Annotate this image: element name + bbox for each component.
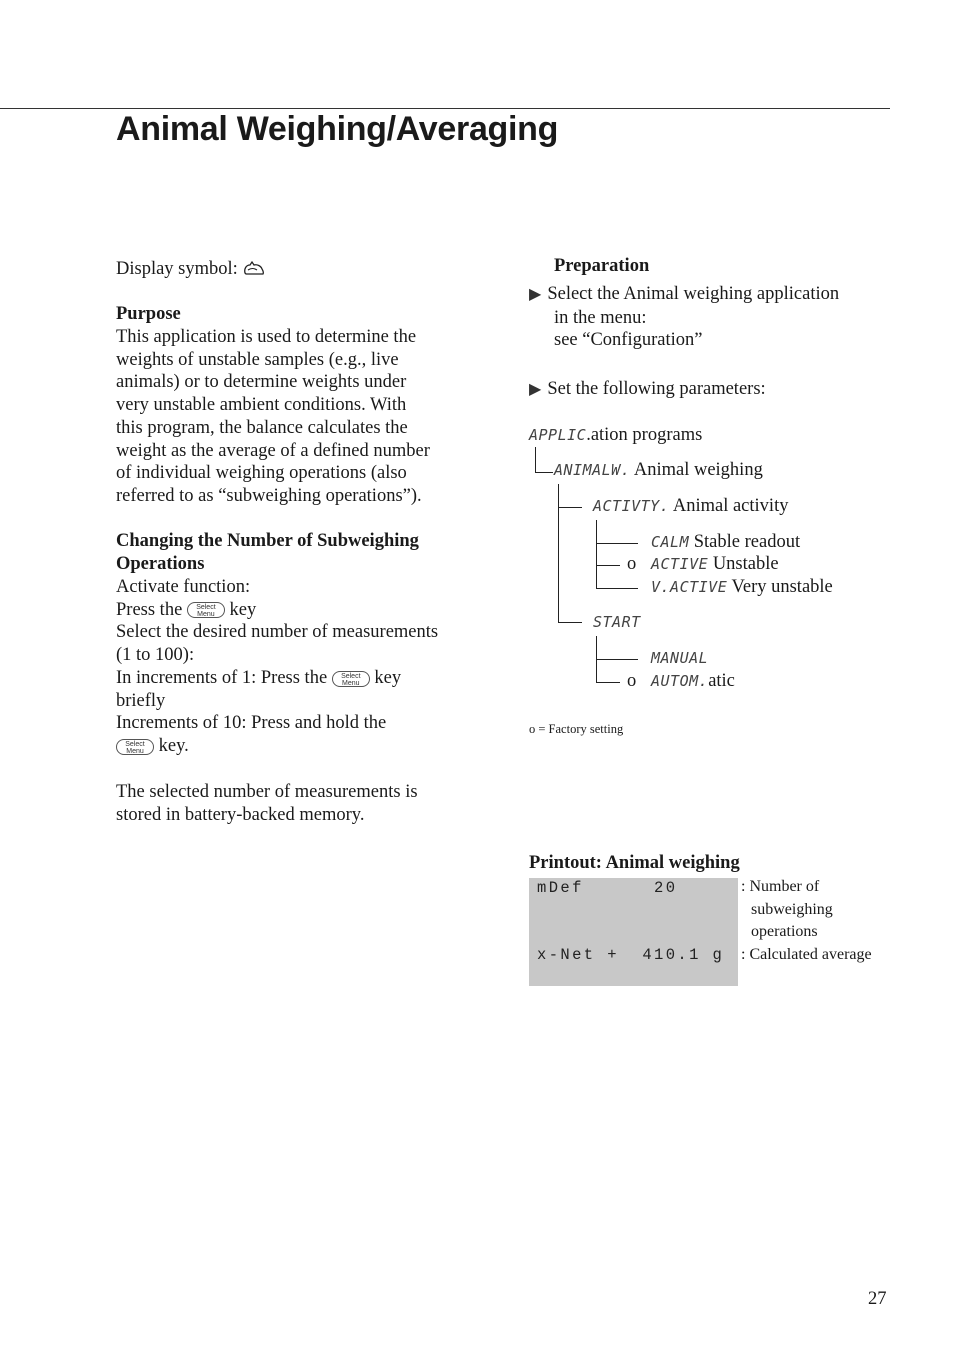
lcd-applic: APPLIC — [529, 426, 587, 444]
tree-connector — [596, 659, 638, 660]
purpose-line: animals) or to determine weights under — [116, 372, 407, 393]
lcd-active: ACTIVE — [651, 555, 709, 573]
purpose-line: referred to as “subweighing operations”). — [116, 485, 422, 506]
tree-active — [651, 553, 779, 576]
lcd-autom: AUTOM. — [651, 672, 709, 690]
tree-text: Animal activity — [672, 496, 789, 516]
tree-text: Unstable — [712, 554, 779, 574]
changing-heading-line: Operations — [116, 553, 205, 574]
factory-mark: o — [627, 671, 637, 691]
purpose-line: very unstable ambient conditions. With — [116, 395, 407, 416]
tree-connector — [535, 447, 536, 473]
arrow-right-icon: ▶ — [529, 381, 542, 398]
select-menu-key-icon: Select Menu — [116, 739, 154, 755]
key-text: key — [229, 599, 257, 620]
page-number: 27 — [868, 1289, 887, 1309]
key-line — [116, 735, 496, 758]
step-text: in the menu: — [554, 307, 647, 328]
key-text: key — [374, 667, 402, 688]
header-rule — [0, 108, 890, 109]
tree-autom — [651, 670, 735, 693]
tree-start — [593, 611, 641, 634]
purpose-line: weights of unstable samples (e.g., live — [116, 349, 399, 370]
arrow-right-icon: ▶ — [529, 286, 542, 303]
note-line: operations — [751, 923, 818, 941]
tree-connector — [558, 622, 582, 623]
select-desired-text: Select the desired number of measurements — [116, 622, 439, 643]
purpose-line: this program, the balance calculates the — [116, 417, 408, 438]
animal-icon — [242, 259, 266, 279]
increments10-text: Increments of 10: Press and hold the — [116, 713, 387, 734]
tree-connector — [596, 543, 638, 544]
briefly-text: briefly — [116, 690, 166, 711]
stored-line: The selected number of measurements is — [116, 782, 418, 802]
factory-note: o = Factory setting — [529, 722, 624, 736]
lcd-activty: ACTIVTY. — [593, 497, 670, 515]
tree-connector — [535, 472, 553, 473]
tree-connector — [596, 565, 620, 566]
tree-text: Animal weighing — [633, 460, 763, 480]
tree-animalw — [554, 459, 763, 482]
changing-heading — [116, 530, 486, 575]
step-text: see “Configuration” — [554, 330, 703, 351]
display-symbol-label: Display symbol: — [116, 259, 238, 279]
press-the-text: Press the — [116, 599, 183, 620]
stored-paragraph — [116, 781, 486, 826]
prep-step-1 — [529, 283, 889, 352]
purpose-line: This application is used to determine the — [116, 327, 417, 347]
tree-text: Stable readout — [693, 532, 801, 552]
printout-line: mDef 20 — [537, 879, 678, 897]
tree-text: Very unstable — [731, 577, 833, 597]
tree-text: atic — [708, 671, 735, 691]
lcd-manual: MANUAL — [651, 649, 709, 667]
note-line: subweighing — [751, 900, 833, 918]
press-line — [116, 599, 496, 622]
select-menu-key-icon: Select Menu — [187, 602, 225, 618]
printout-heading: Printout: Animal weighing — [529, 853, 740, 873]
activate-text: Activate function: — [116, 577, 251, 597]
printout-note-count — [741, 876, 833, 944]
factory-mark: o — [627, 554, 637, 574]
changing-instructions — [116, 576, 496, 758]
select-desired-text: (1 to 100): — [116, 645, 195, 666]
prep-step-2 — [529, 378, 889, 402]
purpose-paragraph — [116, 326, 486, 508]
tree-calm — [651, 531, 800, 554]
tree-connector — [558, 484, 559, 622]
tree-connector — [596, 588, 638, 589]
note-line: : Number of — [741, 878, 820, 895]
tree-connector — [596, 520, 597, 588]
increments1-text: In increments of 1: Press the — [116, 667, 328, 688]
printout-box — [529, 878, 738, 986]
lcd-animalw: ANIMALW. — [554, 461, 631, 479]
tree-applic — [529, 424, 702, 447]
step-text: Set the following parameters: — [547, 379, 766, 399]
tree-connector — [596, 682, 620, 683]
lcd-start: START — [593, 613, 641, 631]
changing-heading-line: Changing the Number of Subweighing — [116, 531, 419, 551]
lcd-calm: CALM — [651, 533, 690, 551]
tree-activty — [593, 495, 788, 518]
page-title: Animal Weighing/Averaging — [116, 110, 559, 148]
purpose-line: weight as the average of a defined number — [116, 440, 430, 461]
tree-connector — [558, 507, 582, 508]
display-symbol-line — [116, 258, 486, 281]
purpose-line: of individual weighing operations (also — [116, 463, 407, 484]
purpose-heading: Purpose — [116, 304, 181, 324]
step-text: Select the Animal weighing application — [547, 284, 840, 304]
printout-note-average: : Calculated average — [741, 946, 872, 963]
increments1-line — [116, 667, 496, 690]
printout-line: x-Net + 410.1 g — [537, 946, 725, 964]
preparation-heading: Preparation — [554, 256, 650, 276]
lcd-vactive: V.ACTIVE — [651, 578, 728, 596]
tree-text: .ation programs — [586, 425, 703, 445]
key-text: key. — [158, 735, 189, 756]
stored-line: stored in battery-backed memory. — [116, 804, 365, 825]
tree-vactive — [651, 576, 833, 599]
select-menu-key-icon: Select Menu — [332, 671, 370, 687]
tree-manual — [651, 647, 708, 670]
